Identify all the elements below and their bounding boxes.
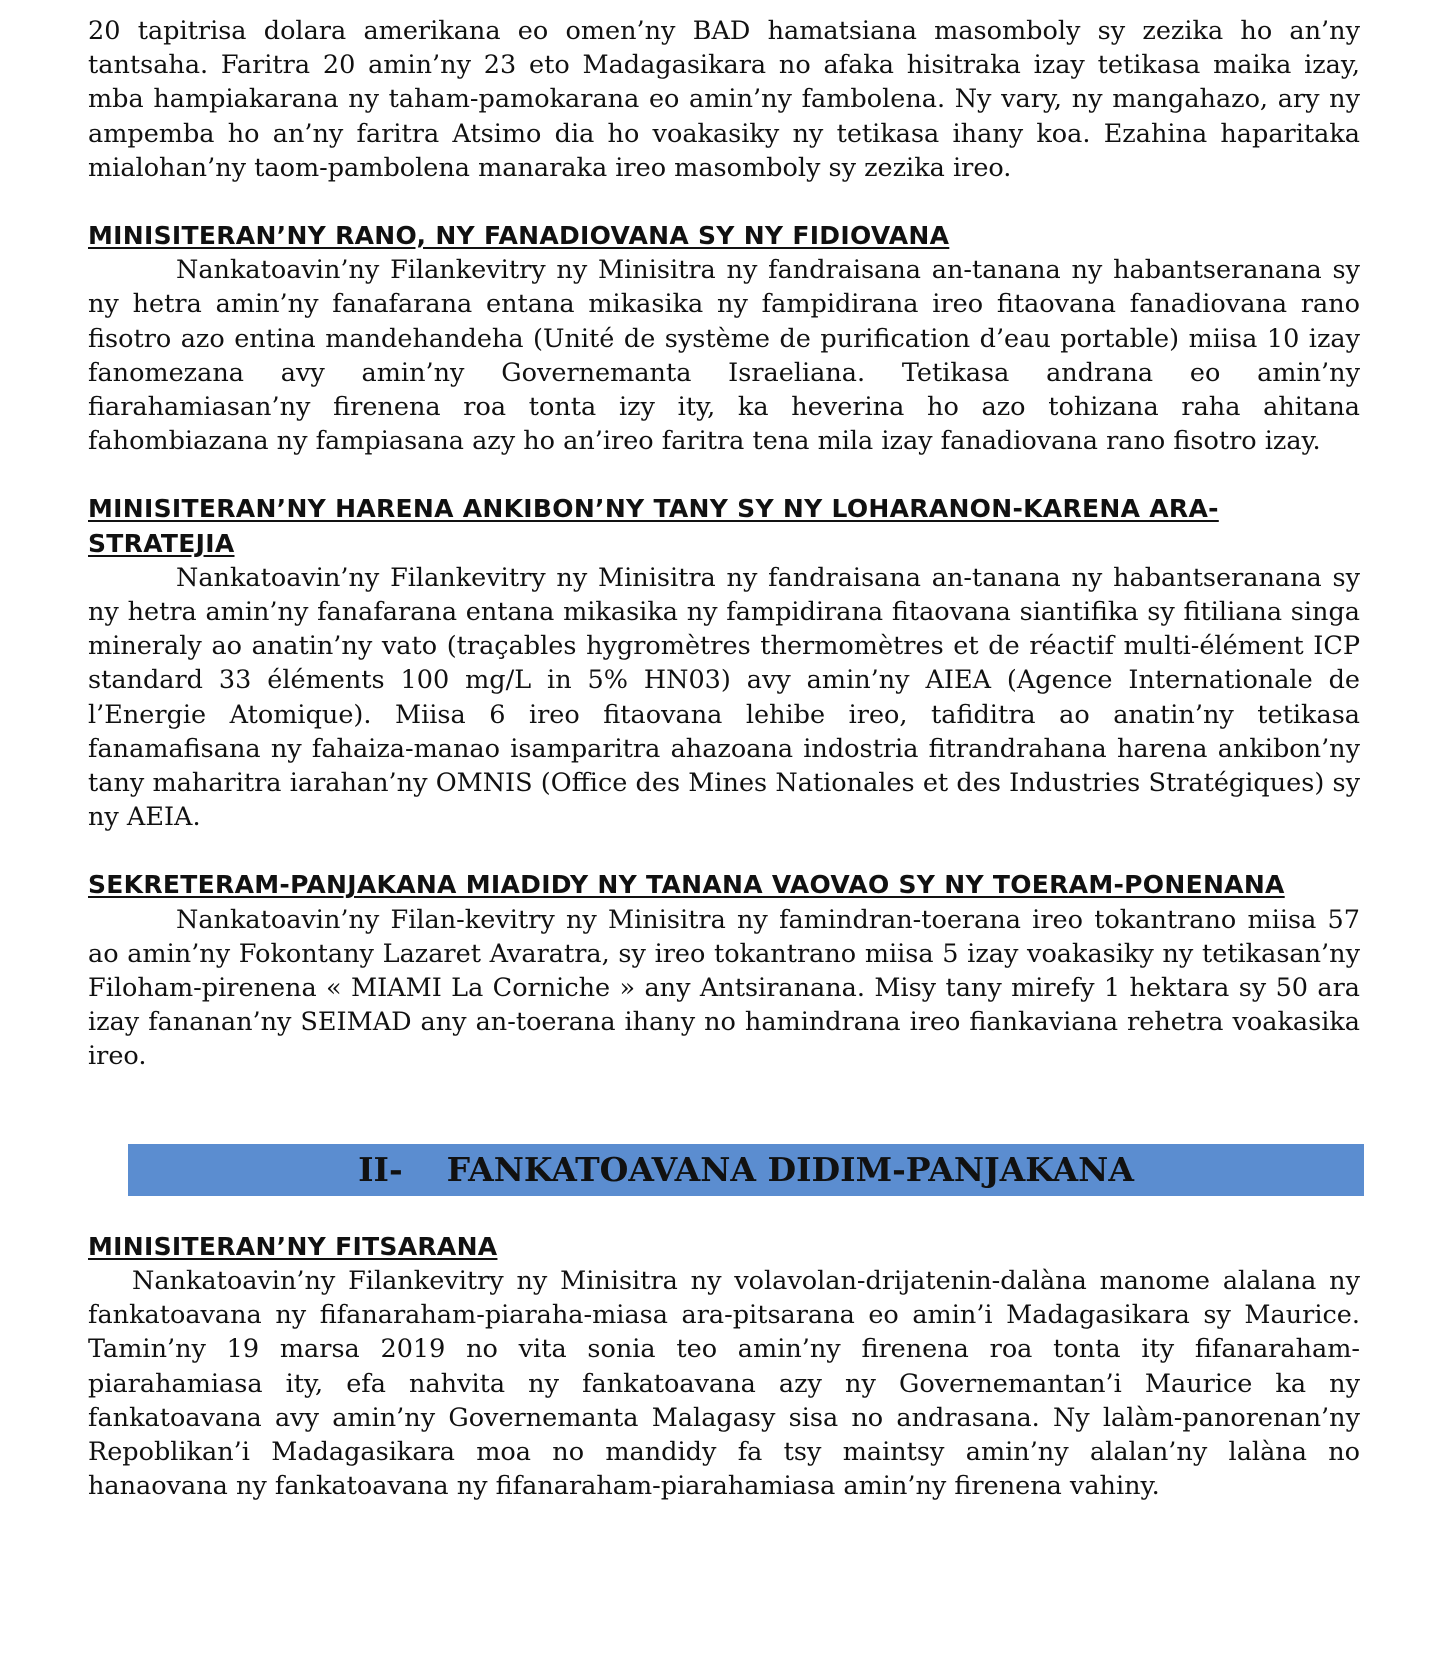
section-heading-mines-ministry: MINISITERAN’NY HARENA ANKIBON’NY TANY SY NY LOHARANON-KARENA ARA-STRATEJIA	[88, 494, 1219, 558]
banner-number: II-	[358, 1149, 403, 1189]
section-banner	[128, 1144, 1364, 1196]
spacer	[88, 185, 1360, 219]
section-paragraph-water-ministry: Nankatoavin’ny Filankevitry ny Minisitra ny fandraisana an-tanana ny habantseranana sy ny hetra amin’ny fanafarana entana mikasika ny fampidirana ireo fitaovana fanadiovana rano fisotro azo entina mandehandeha (Unité de système de purification d’eau portable) miisa 10 izay fanomezana avy amin’ny Governemanta Israeliana. Tetikasa andrana eo amin’ny fiarahamiasan’ny firenena roa tonta izy ity, ka heverina ho azo tohizana raha ahitana fahombiazana ny fampiasana azy ho an’ireo faritra tena mila izay fanadiovana rano fisotro izay.	[88, 255, 1360, 457]
section-paragraph-justice-ministry: Nankatoavin’ny Filankevitry ny Minisitra ny volavolan-drijatenin-dalàna manome alalana ny fankatoavana ny fifanaraham-piaraha-miasa ara-pitsarana eo amin’i Madagasikara sy Maurice. Tamin’ny 19 marsa 2019 no vita sonia teo amin’ny firenena roa tonta ity fifanaraham-piarahamiasa ity, efa nahvita ny fankatoavana azy ny Governemantan’i Maurice ka ny fankatoavana avy amin’ny Governemanta Malagasy sisa no andrasana. Ny lalàm-panorenan’ny Repoblikan’i Madagasikara moa no mandidy fa tsy maintsy amin’ny alalan’ny lalàna no hanaovana ny fankatoavana ny fifanaraham-piarahamiasa amin’ny firenena vahiny.	[88, 1265, 1360, 1502]
document-page	[88, 14, 1360, 1503]
section-heading-justice-ministry: MINISITERAN’NY FITSARANA	[88, 1231, 498, 1261]
section-paragraph-mines-ministry: Nankatoavin’ny Filankevitry ny Minisitra ny fandraisana an-tanana ny habantseranana sy ny hetra amin’ny fanafarana entana mikasika ny fampidirana fitaovana siantifika sy fitiliana singa mineraly ao anatin’ny vato (traçables hygromètres thermomètres et de réactif multi-élément ICP standard 33 éléments 100 mg/L in 5% HN03) avy amin’ny AIEA (Agence Internationale de l’Energie Atomique). Miisa 6 ireo fitaovana lehibe ireo, tafiditra ao anatin’ny tetikasa fanamafisana ny fahaiza-manao isamparitra ahazoana indostria fitrandrahana harena ankibon’ny tany maharitra iarahan’ny OMNIS (Office des Mines Nationales et des Industries Stratégiques) sy ny AEIA.	[88, 562, 1360, 833]
spacer	[88, 458, 1360, 492]
banner-title: FANKATOAVANA DIDIM-PANJAKANA	[446, 1149, 1134, 1189]
section-heading-new-towns-secretariat: SEKRETERAM-PANJAKANA MIADIDY NY TANANA VAOVAO SY NY TOERAM-PONENANA	[88, 870, 1285, 900]
section-heading-water-ministry: MINISITERAN’NY RANO, NY FANADIOVANA SY NY FIDIOVANA	[88, 221, 950, 251]
section-paragraph-new-towns-secretariat: Nankatoavin’ny Filan-kevitry ny Minisitra ny famindran-toerana ireo tokantrano miisa 57 ao amin’ny Fokontany Lazaret Avaratra, sy ireo tokantrano miisa 5 izay voakasiky ny tetikasan’ny Filoham-pirenena « MIAMI La Corniche » any Antsiranana. Misy tany mirefy 1 hektara sy 50 ara izay fananan’ny SEIMAD any an-toerana ihany no hamindrana ireo fiankaviana rehetra voakasika ireo.	[88, 904, 1360, 1072]
intro-paragraph: 20 tapitrisa dolara amerikana eo omen’ny BAD hamatsiana masomboly sy zezika ho an’ny tantsaha. Faritra 20 amin’ny 23 eto Madagasikara no afaka hisitraka izay tetikasa maika izay, mba hampiakarana ny taham-pamokarana eo amin’ny fambolena. Ny vary, ny mangahazo, ary ny ampemba ho an’ny faritra Atsimo dia ho voakasiky ny tetikasa ihany koa. Ezahina haparitaka mialohan’ny taom-pambolena manaraka ireo masomboly sy zezika ireo.	[88, 16, 1360, 183]
spacer	[88, 1196, 1360, 1230]
spacer	[88, 1074, 1360, 1144]
spacer	[88, 834, 1360, 868]
